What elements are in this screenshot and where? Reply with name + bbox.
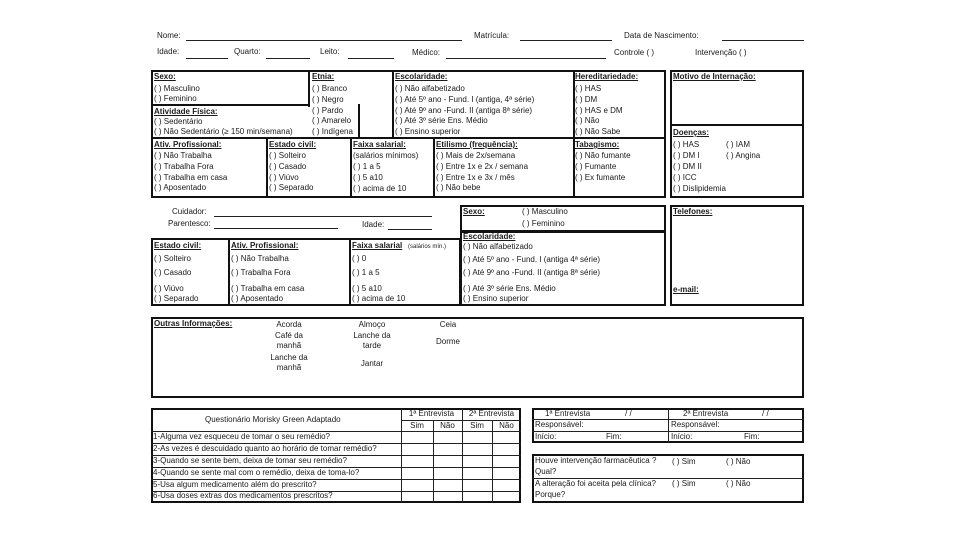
faixa-salarial2-title: Faixa salarial bbox=[352, 241, 403, 250]
label-parentesco: Parentesco: bbox=[168, 219, 211, 228]
option2-trabalha-casa[interactable]: ( ) Trabalha em casa bbox=[231, 284, 305, 293]
estado-civil-title: Estado civil: bbox=[269, 140, 317, 149]
option-etil-3[interactable]: ( ) Entre 1x e 3x / mês bbox=[436, 173, 515, 182]
field-idade[interactable] bbox=[186, 58, 228, 59]
morisky-ent2: 2ª Entrevista bbox=[468, 409, 515, 418]
option2-fund-2[interactable]: ( ) Até 9º ano -Fund. II (antiga 8ª série) bbox=[463, 268, 601, 277]
option-d-angina[interactable]: ( ) Angina bbox=[726, 151, 761, 160]
label-leito: Leito: bbox=[320, 47, 340, 56]
option-acima10[interactable]: ( ) acima de 10 bbox=[353, 184, 407, 193]
inicio2: Início: bbox=[671, 432, 693, 441]
checkbox-intervencao[interactable]: Intervenção ( ) bbox=[695, 48, 747, 57]
field-cuidador[interactable] bbox=[214, 216, 432, 217]
intervencao-q2-nao[interactable]: ( ) Não bbox=[726, 479, 751, 488]
label-lanche-tarde: Lanche da tarde bbox=[353, 331, 391, 350]
morisky-q2: 2-As vezes é descuidado quanto ao horário de tomar remédio? bbox=[153, 444, 377, 453]
morisky-title: Questionário Morisky Green Adaptado bbox=[205, 415, 341, 424]
option-dm[interactable]: ( ) DM bbox=[575, 95, 598, 104]
option2-5a10[interactable]: ( ) 5 a10 bbox=[352, 284, 382, 293]
option-indigena[interactable]: ( ) Indígena bbox=[312, 127, 353, 136]
label-ceia: Ceia bbox=[439, 320, 457, 329]
label-idade: Idade: bbox=[157, 47, 180, 56]
option-5a10[interactable]: ( ) 5 a10 bbox=[353, 173, 383, 182]
faixa-salarial2-sub: (salários mín.) bbox=[408, 244, 447, 250]
option-amarelo[interactable]: ( ) Amarelo bbox=[312, 116, 352, 125]
option-solteiro[interactable]: ( ) Solteiro bbox=[269, 151, 306, 160]
ativ-prof-title: Ativ. Profissional: bbox=[154, 140, 222, 149]
doencas-title: Doenças: bbox=[673, 128, 710, 137]
intervencao-q1-nao[interactable]: ( ) Não bbox=[726, 457, 751, 466]
option2-separado[interactable]: ( ) Separado bbox=[154, 294, 199, 303]
option-medio[interactable]: ( ) Até 3º série Ens. Médio bbox=[395, 116, 488, 125]
option-d-iam[interactable]: ( ) IAM bbox=[726, 140, 750, 149]
label-quarto: Quarto: bbox=[234, 47, 261, 56]
option-ex-fumante[interactable]: ( ) Ex fumante bbox=[575, 173, 626, 182]
morisky-ent1: 1ª Entrevista bbox=[408, 409, 455, 418]
morisky-q3: 3-Quando se sente bem, deixa de tomar seu remédio? bbox=[153, 456, 347, 465]
entrevista2-date[interactable]: / / bbox=[762, 409, 769, 418]
morisky-q6: 6-Usa doses extras dos medicamentos prescritos? bbox=[153, 491, 333, 500]
option-trabalha-fora[interactable]: ( ) Trabalha Fora bbox=[154, 162, 214, 171]
responsavel1: Responsável: bbox=[535, 420, 584, 429]
option-fund-1[interactable]: ( ) Até 5º ano - Fund. I (antiga, 4ª série) bbox=[395, 95, 535, 104]
sexo2-title: Sexo: bbox=[463, 207, 485, 216]
option-nao-fumante[interactable]: ( ) Não fumante bbox=[575, 151, 631, 160]
escolaridade2-title: Escolaridade: bbox=[463, 232, 516, 241]
option-masculino[interactable]: ( ) Masculino bbox=[154, 84, 200, 93]
option-viuvo[interactable]: ( ) Viúvo bbox=[269, 173, 299, 182]
option-has[interactable]: ( ) HAS bbox=[575, 84, 602, 93]
intervencao-q2: A alteração foi aceita pela clínica? bbox=[535, 479, 656, 488]
option-separado[interactable]: ( ) Separado bbox=[269, 183, 314, 192]
morisky-nao2: Não bbox=[499, 421, 514, 430]
option-nao-sedentario[interactable]: ( ) Não Sedentário (≥ 150 min/semana) bbox=[154, 127, 293, 136]
motivo-title: Motivo de Internação: bbox=[673, 72, 756, 81]
option-d-dm2[interactable]: ( ) DM II bbox=[673, 162, 702, 171]
label-almoco: Almoço bbox=[358, 320, 386, 329]
option-etil-4[interactable]: ( ) Não bebe bbox=[436, 183, 481, 192]
label-nascimento: Data de Nascimento: bbox=[624, 31, 699, 40]
faixa-salarial-sub: (salários mínimos) bbox=[353, 151, 419, 160]
hereditariedade-title: Hereditariedade: bbox=[575, 72, 639, 81]
field-leito[interactable] bbox=[348, 58, 394, 59]
etnia-title: Etnia: bbox=[312, 72, 335, 81]
option-pardo[interactable]: ( ) Pardo bbox=[312, 106, 344, 115]
morisky-sim1: Sim bbox=[410, 421, 424, 430]
morisky-sim2: Sim bbox=[470, 421, 484, 430]
option-nao-alfabetizado[interactable]: ( ) Não alfabetizado bbox=[395, 84, 465, 93]
option-d-has[interactable]: ( ) HAS bbox=[673, 140, 700, 149]
option-fund-2[interactable]: ( ) Até 9º ano -Fund. II (antiga 8ª série) bbox=[395, 106, 533, 115]
label-cuidador: Cuidador: bbox=[172, 207, 207, 216]
option-nao-sabe[interactable]: ( ) Não Sabe bbox=[575, 127, 621, 136]
option2-0[interactable]: ( ) 0 bbox=[352, 254, 367, 263]
label-medico: Médico: bbox=[412, 48, 441, 57]
option-branco[interactable]: ( ) Branco bbox=[312, 84, 348, 93]
option-feminino[interactable]: ( ) Feminino bbox=[154, 94, 197, 103]
option2-fund-1[interactable]: ( ) Até 5º ano - Fund. I (antiga 4ª série) bbox=[463, 255, 601, 264]
morisky-q1: 1-Alguma vez esqueceu de tomar o seu remédio? bbox=[153, 432, 330, 441]
option2-nao-alfabetizado[interactable]: ( ) Não alfabetizado bbox=[463, 242, 533, 251]
option-d-dm1[interactable]: ( ) DM I bbox=[673, 151, 700, 160]
option2-nao-trabalha[interactable]: ( ) Não Trabalha bbox=[231, 254, 289, 263]
tabagismo-title: Tabagismo: bbox=[575, 140, 620, 149]
option-etil-2[interactable]: ( ) Entre 1x e 2x / semana bbox=[436, 162, 529, 171]
fim1: Fim: bbox=[606, 432, 622, 441]
option-feminino2[interactable]: ( ) Feminino bbox=[522, 219, 565, 228]
morisky-q5: 5-Usa algum medicamento além do prescrito? bbox=[153, 480, 317, 489]
entrevista1-date[interactable]: / / bbox=[625, 409, 632, 418]
option2-1a5[interactable]: ( ) 1 a 5 bbox=[352, 268, 380, 277]
option2-medio[interactable]: ( ) Até 3º série Ens. Médio bbox=[463, 284, 556, 293]
field-idade-cuidador[interactable] bbox=[388, 229, 432, 230]
label-matricula: Matrícula: bbox=[474, 31, 510, 40]
intervencao-q1-sim[interactable]: ( ) Sim bbox=[672, 457, 696, 466]
field-nome[interactable] bbox=[186, 40, 462, 41]
section-outras bbox=[151, 317, 804, 398]
option-d-dislipidemia[interactable]: ( ) Dislipidemia bbox=[673, 184, 726, 193]
field-medico[interactable] bbox=[446, 58, 606, 59]
option-d-icc[interactable]: ( ) ICC bbox=[673, 173, 697, 182]
label-lanche-manha: Lanche da manhã bbox=[270, 353, 308, 372]
option2-solteiro[interactable]: ( ) Solteiro bbox=[154, 254, 191, 263]
ativ-prof2-title: Ativ. Profissional: bbox=[231, 241, 299, 250]
option2-aposentado[interactable]: ( ) Aposentado bbox=[231, 294, 284, 303]
option-etil-1[interactable]: ( ) Mais de 2x/semana bbox=[436, 151, 516, 160]
option-superior[interactable]: ( ) Ensino superior bbox=[395, 127, 461, 136]
option-nao-trabalha[interactable]: ( ) Não Trabalha bbox=[154, 151, 212, 160]
label-jantar: Jantar bbox=[360, 359, 384, 368]
telefones-title: Telefones: bbox=[673, 207, 713, 216]
responsavel2: Responsável: bbox=[671, 420, 720, 429]
faixa-salarial-title: Faixa salarial: bbox=[353, 140, 406, 149]
sexo-title: Sexo: bbox=[154, 72, 176, 81]
intervencao-qual: Qual? bbox=[535, 467, 557, 476]
intervencao-q2-sim[interactable]: ( ) Sim bbox=[672, 479, 696, 488]
intervencao-q1: Houve intervenção farmacêutica ? bbox=[535, 456, 657, 465]
estado-civil2-title: Estado civil: bbox=[154, 241, 202, 250]
label-dorme: Dorme bbox=[435, 337, 460, 346]
checkbox-controle[interactable]: Controle ( ) bbox=[614, 48, 655, 57]
fim2: Fim: bbox=[744, 432, 760, 441]
entrevista1-label: 1ª Entrevista bbox=[545, 409, 591, 418]
etilismo-title: Etilismo (frequência): bbox=[436, 140, 518, 149]
field-matricula[interactable] bbox=[520, 40, 612, 41]
option-trabalha-casa[interactable]: ( ) Trabalha em casa bbox=[154, 173, 228, 182]
option-negro[interactable]: ( ) Negro bbox=[312, 95, 344, 104]
atividade-fisica-title: Atividade Física: bbox=[154, 107, 218, 116]
email-label: e-mail: bbox=[673, 285, 699, 294]
field-nascimento[interactable] bbox=[722, 40, 804, 41]
option-nao[interactable]: ( ) Não bbox=[575, 116, 600, 125]
option2-acima10[interactable]: ( ) acima de 10 bbox=[352, 294, 406, 303]
outras-title: Outras Informações: bbox=[154, 319, 233, 328]
option2-viuvo[interactable]: ( ) Viúvo bbox=[154, 284, 184, 293]
option-casado[interactable]: ( ) Casado bbox=[269, 162, 307, 171]
field-quarto[interactable] bbox=[266, 58, 310, 59]
option2-trabalha-fora[interactable]: ( ) Trabalha Fora bbox=[231, 268, 291, 277]
morisky-nao1: Não bbox=[440, 421, 455, 430]
option-sedentario[interactable]: ( ) Sedentário bbox=[154, 117, 203, 126]
morisky-q4: 4-Quando se sente mal com o remédio, deixa de toma-lo? bbox=[153, 468, 360, 477]
inicio1: Início: bbox=[535, 432, 557, 441]
label-idade-cuidador: Idade: bbox=[362, 220, 385, 229]
field-parentesco[interactable] bbox=[214, 228, 338, 229]
option2-superior[interactable]: ( ) Ensino superior bbox=[463, 294, 529, 303]
intervencao-porque: Porque? bbox=[535, 490, 566, 499]
option-fumante[interactable]: ( ) Fumante bbox=[575, 162, 617, 171]
label-acorda: Acorda bbox=[276, 320, 302, 329]
option-aposentado[interactable]: ( ) Aposentado bbox=[154, 183, 207, 192]
entrevista2-label: 2ª Entrevista bbox=[683, 409, 729, 418]
escolaridade-title: Escolaridade: bbox=[395, 72, 448, 81]
option2-casado[interactable]: ( ) Casado bbox=[154, 268, 192, 277]
option-has-dm[interactable]: ( ) HAS e DM bbox=[575, 106, 623, 115]
option-masculino2[interactable]: ( ) Masculino bbox=[522, 207, 568, 216]
option-1a5[interactable]: ( ) 1 a 5 bbox=[353, 162, 381, 171]
label-nome: Nome: bbox=[157, 31, 181, 40]
label-cafe: Café da manhã bbox=[274, 331, 304, 350]
